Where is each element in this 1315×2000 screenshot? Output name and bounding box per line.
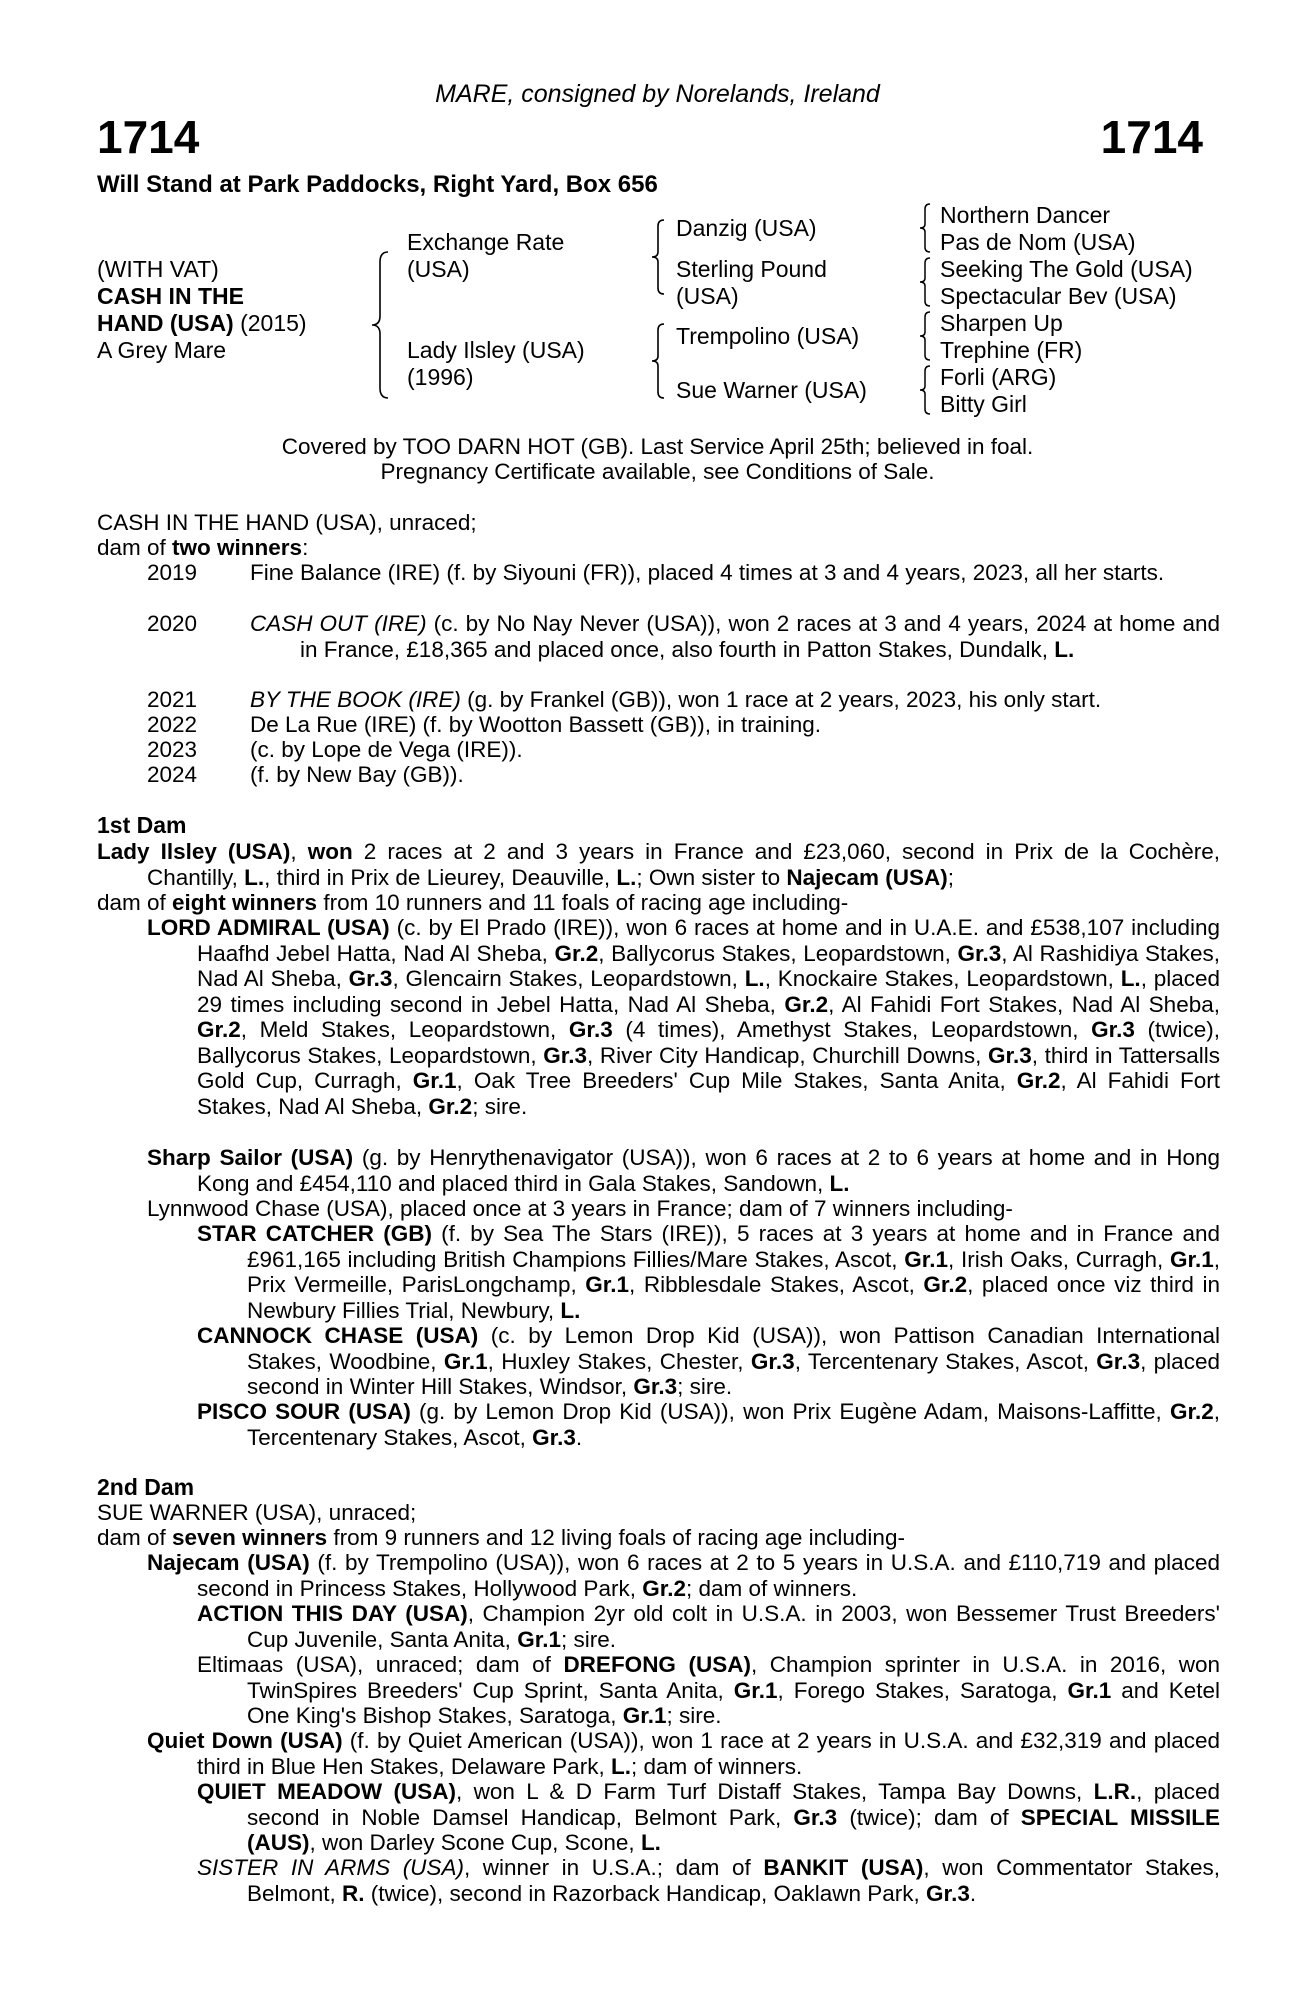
pisco-text: (g. by Lemon Drop Kid (USA)), won Prix Eugène Adam, Maisons-Laffitte, xyxy=(410,1399,1170,1424)
cash-out-text: (c. by No Nay Never (USA)), won 2 races at 3 and 4 years, 2024 at home and in France, £18,365 and placed once, also fourth in Patton Stakes, Dundalk, xyxy=(300,611,1220,662)
grade-mark: Gr.1 xyxy=(1067,1677,1112,1703)
sue-warner-line: SUE WARNER (USA), unraced; xyxy=(97,1500,417,1525)
eltimaas-text: ; sire. xyxy=(666,1703,722,1728)
lord-text: , placed 29 times including second in Jebel Hatta, Nad Al Sheba, xyxy=(197,966,1221,1017)
cannock-text: (c. by Lemon Drop Kid (USA)), won Pattison Canadian International Stakes, Woodbine, xyxy=(247,1323,1220,1374)
winners-count: seven winners xyxy=(172,1525,328,1550)
sire-line2: (USA) xyxy=(407,256,470,282)
dam-dam: Sue Warner (USA) xyxy=(676,377,867,403)
winners-count: two winners xyxy=(172,535,303,560)
cannock-text: , Tercentenary Stakes, Ascot, xyxy=(794,1348,1097,1374)
grade-mark: Gr.3 xyxy=(348,966,393,991)
cannock-chase-entry xyxy=(197,1323,1220,1400)
produce-year-2020: 2020 xyxy=(147,611,198,636)
grade-mark: Gr.3 xyxy=(793,1804,838,1830)
gg-sss: Northern Dancer xyxy=(940,202,1111,228)
cannock-chase-name: CANNOCK CHASE (USA) xyxy=(197,1323,479,1348)
brace-main xyxy=(368,250,392,400)
cannock-text: ; sire. xyxy=(677,1374,733,1399)
lady-text1: 2 races at 2 and 3 years in France and £23,060, second in Prix de la Cochère, Chantilly, xyxy=(147,839,1220,890)
by-the-book-name: BY THE BOOK (IRE) xyxy=(250,687,461,712)
horse-name-line1: CASH IN THE xyxy=(97,283,244,309)
grade-mark: Gr.2 xyxy=(1016,1068,1061,1093)
covered-line1: Covered by TOO DARN HOT (GB). Last Service April 25th; believed in foal. xyxy=(281,434,1034,459)
star-text: (f. by Sea The Stars (IRE)), 5 races at 3 years at home and in France and £961,165 including British Champions Fillies/Mare Stakes, Ascot, xyxy=(247,1221,1220,1272)
horse-year: (2015) xyxy=(240,310,307,336)
meadow-text: , won L & D Farm Turf Distaff Stakes, Tampa Bay Downs, xyxy=(456,1779,1094,1804)
listed-mark: L. xyxy=(640,1830,661,1855)
gg-dds: Forli (ARG) xyxy=(940,364,1057,390)
lord-text: , Al Rashidiya Stakes, Nad Al Sheba, xyxy=(197,940,1221,991)
lot-number-left: 1714 xyxy=(97,111,200,163)
eltimaas-entry xyxy=(197,1652,1220,1729)
sister-text: , winner in U.S.A.; dam of xyxy=(463,1855,764,1880)
grade-mark: Gr.2 xyxy=(784,991,829,1017)
won-word: won xyxy=(307,839,353,864)
brace-dam xyxy=(648,322,668,400)
lady-ilsley-name: Lady Ilsley (USA) xyxy=(97,839,291,864)
quiet-text: ; dam of winners. xyxy=(630,1753,803,1779)
lord-text: (twice), Ballycorus Stakes, Leopardstown, xyxy=(197,1017,1220,1068)
dam-sire: Trempolino (USA) xyxy=(676,323,860,349)
lady-end: ; xyxy=(947,864,954,890)
second-dam-of xyxy=(97,1525,1217,1551)
pisco-sour-name: PISCO SOUR (USA) xyxy=(197,1399,411,1424)
najecam-text: ; dam of winners. xyxy=(685,1575,858,1601)
listed-mark: L. xyxy=(616,864,637,890)
colon: : xyxy=(302,535,309,560)
sire-dam-line1: Sterling Pound xyxy=(676,256,827,282)
star-text: , Prix Vermeille, ParisLongchamp, xyxy=(247,1246,1220,1297)
sharp-sailor-name: Sharp Sailor (USA) xyxy=(147,1145,354,1170)
grade-mark: Gr.3 xyxy=(957,940,1002,966)
meadow-text: , won Darley Scone Cup, Scone, xyxy=(309,1830,641,1855)
quiet-down-name: Quiet Down (USA) xyxy=(147,1728,343,1753)
first-dam-heading: 1st Dam xyxy=(97,812,187,838)
dam-of-text: dam of xyxy=(97,890,173,915)
quiet-down-entry xyxy=(147,1728,1220,1779)
grade-mark: Gr.3 xyxy=(633,1374,678,1399)
produce-intro: CASH IN THE HAND (USA), unraced; xyxy=(97,510,477,535)
drefong-name: DREFONG (USA) xyxy=(563,1652,751,1677)
grade-mark: Gr.3 xyxy=(750,1348,795,1374)
quiet-text: (f. by Quiet American (USA)), won 1 race at 2 years in U.S.A. and £32,319 and placed third in Blue Hen Stakes, Delaware Park, xyxy=(197,1728,1220,1779)
quiet-meadow-entry xyxy=(197,1779,1220,1856)
grade-mark: Gr.2 xyxy=(428,1093,473,1119)
grade-mark: Gr.3 xyxy=(543,1042,588,1068)
star-text: , placed once viz third in Newbury Fillies Trial, Newbury, xyxy=(247,1272,1220,1323)
lord-text: (4 times), Amethyst Stakes, Leopardstown, xyxy=(612,1017,1092,1042)
sire-dam-line2: (USA) xyxy=(676,283,739,309)
horse-name: HAND (USA) xyxy=(97,310,234,336)
dam-line1: Lady Ilsley (USA) xyxy=(407,337,585,363)
grade-mark: Gr.3 xyxy=(1091,1017,1135,1042)
action-text: ; sire. xyxy=(560,1626,616,1652)
second-dam-heading: 2nd Dam xyxy=(97,1474,195,1500)
dam-of-text: dam of xyxy=(97,1525,173,1550)
produce-entry-2021 xyxy=(250,687,1220,713)
winners-count: eight winners xyxy=(172,890,318,915)
runners-text: from 10 runners and 11 foals of racing age including- xyxy=(317,890,849,915)
gg-sds: Seeking The Gold (USA) xyxy=(940,256,1193,282)
brace-ss xyxy=(916,202,934,254)
meadow-text: , placed second in Noble Damsel Handicap, Belmont Park, xyxy=(247,1779,1221,1830)
produce-entry-2022: De La Rue (IRE) (f. by Wootton Bassett (GB)), in training. xyxy=(250,712,822,737)
lord-text: ; sire. xyxy=(472,1093,528,1119)
cash-out-name: CASH OUT (IRE) xyxy=(250,611,427,636)
produce-year-2022: 2022 xyxy=(147,712,198,737)
consigned-line: MARE, consigned by Norelands, Ireland xyxy=(435,80,880,108)
listed-mark: L. xyxy=(1054,636,1075,662)
quiet-meadow-name: QUIET MEADOW (USA) xyxy=(197,1779,456,1804)
listed-restricted-mark: L.R. xyxy=(1093,1779,1137,1804)
action-this-day-entry xyxy=(197,1601,1220,1652)
lord-text: , Meld Stakes, Leopardstown, xyxy=(240,1017,569,1042)
vat-label: (WITH VAT) xyxy=(97,256,219,282)
stand-location: Will Stand at Park Paddocks, Right Yard, Box 656 xyxy=(97,171,658,198)
grade-mark: Gr.3 xyxy=(926,1880,970,1906)
lord-text: , Ballycorus Stakes, Leopardstown, xyxy=(598,940,958,966)
lord-text: , Knockaire Stakes, Leopardstown, xyxy=(764,966,1121,991)
produce-year-2024: 2024 xyxy=(147,762,198,787)
meadow-text: (twice); dam of xyxy=(837,1804,1021,1830)
grade-mark: Gr.3 xyxy=(988,1042,1032,1068)
gg-dsd: Trephine (FR) xyxy=(940,337,1083,363)
eltimaas-text: Eltimaas (USA), unraced; dam of xyxy=(197,1652,564,1677)
grade-mark: Gr.3 xyxy=(568,1017,613,1042)
grade-mark: Gr.1 xyxy=(733,1677,778,1703)
grade-mark: Gr.3 xyxy=(1096,1348,1141,1374)
grade-mark: Gr.1 xyxy=(443,1348,488,1374)
gg-sdd: Spectacular Bev (USA) xyxy=(940,283,1177,309)
najecam-name: Najecam (USA) xyxy=(147,1550,310,1575)
listed-mark: L. xyxy=(1120,966,1141,991)
first-dam-of xyxy=(97,890,1217,916)
lord-text: , Al Fahidi Fort Stakes, Nad Al Sheba, xyxy=(828,991,1220,1017)
special-missile-name: SPECIAL MISSILE (AUS) xyxy=(247,1804,1220,1855)
listed-mark: L. xyxy=(829,1170,850,1196)
produce-dam-of xyxy=(97,535,1217,561)
pisco-sour-entry xyxy=(197,1399,1220,1450)
sire-sire: Danzig (USA) xyxy=(676,215,817,241)
grade-mark: Gr.2 xyxy=(923,1272,968,1297)
grade-mark: Gr.1 xyxy=(622,1703,667,1728)
produce-entry-2019: Fine Balance (IRE) (f. by Siyouni (FR)), placed 4 times at 3 and 4 years, 2023, all her starts. xyxy=(250,560,1165,585)
sire-line1: Exchange Rate xyxy=(407,229,565,255)
grade-mark: Gr.3 xyxy=(532,1424,576,1450)
lord-admiral-entry xyxy=(147,915,1220,1119)
lord-text: , Al Fahidi Fort Stakes, Nad Al Sheba, xyxy=(197,1068,1220,1119)
dam-of-text: dam of xyxy=(97,535,173,560)
first-dam-paragraph: Lady Ilsley (USA), won 2 races at 2 and 3 years in France and £23,060, second in Prix de la Cochère, Chantilly, L., third in Prix de Lieurey, Deauville, L.; Own sister to Najecam (USA); xyxy=(97,839,1220,890)
grade-mark: Gr.2 xyxy=(1169,1399,1214,1424)
lord-text: , third in Tattersalls Gold Cup, Curragh, xyxy=(197,1042,1220,1093)
brace-dd xyxy=(916,364,934,416)
grade-mark: Gr.1 xyxy=(904,1246,949,1272)
produce-entry-2020 xyxy=(250,611,1220,662)
bankit-name: BANKIT (USA) xyxy=(763,1855,924,1880)
produce-entry-2024: (f. by New Bay (GB)). xyxy=(250,762,464,787)
brace-sire xyxy=(648,218,668,296)
lord-admiral-name: LORD ADMIRAL (USA) xyxy=(147,915,390,940)
eltimaas-text: and Ketel One King's Bishop Stakes, Saratoga, xyxy=(247,1677,1221,1728)
action-this-day-name: ACTION THIS DAY (USA) xyxy=(197,1601,468,1626)
gg-ssd: Pas de Nom (USA) xyxy=(940,229,1136,255)
listed-mark: L. xyxy=(610,1753,631,1779)
lot-number-right: 1714 xyxy=(1100,111,1203,163)
gg-dss: Sharpen Up xyxy=(940,310,1063,336)
lady-text2: , third in Prix de Lieurey, Deauville, xyxy=(264,864,617,890)
pisco-text: . xyxy=(575,1424,583,1450)
grade-mark: Gr.2 xyxy=(197,1017,241,1042)
lord-text: (c. by El Prado (IRE)), won 6 races at home and in U.A.E. and £538,107 including Haafhd Jebel Hatta, Nad Al Sheba, xyxy=(197,915,1220,966)
sister-in-arms-name: SISTER IN ARMS (USA) xyxy=(197,1855,464,1880)
lord-text: , Glencairn Stakes, Leopardstown, xyxy=(392,966,745,991)
sharp-sailor-entry xyxy=(147,1145,1220,1196)
produce-year-2021: 2021 xyxy=(147,687,198,712)
grade-mark: Gr.2 xyxy=(554,940,599,966)
by-the-book-text: (g. by Frankel (GB)), won 1 race at 2 years, 2023, his only start. xyxy=(460,687,1102,712)
produce-year-2023: 2023 xyxy=(147,737,198,762)
najecam-name: Najecam (USA) xyxy=(786,864,948,890)
lady-text3: ; Own sister to xyxy=(636,864,787,890)
grade-mark: Gr.1 xyxy=(1169,1246,1214,1272)
sister-in-arms-entry xyxy=(197,1855,1220,1906)
najecam-text: (f. by Trempolino (USA)), won 6 races at 2 to 5 years in U.S.A. and £110,719 and placed second in Princess Stakes, Hollywood Park, xyxy=(197,1550,1220,1601)
star-catcher-name: STAR CATCHER (GB) xyxy=(197,1221,432,1246)
eltimaas-text: , Champion sprinter in U.S.A. in 2016, won TwinSpires Breeders' Cup Sprint, Santa Anita, xyxy=(247,1652,1220,1703)
cannock-text: , placed second in Winter Hill Stakes, Windsor, xyxy=(247,1348,1220,1399)
dam-line2: (1996) xyxy=(407,364,474,390)
star-text: , Ribblesdale Stakes, Ascot, xyxy=(629,1272,924,1297)
lord-text: , Oak Tree Breeders' Cup Mile Stakes, Santa Anita, xyxy=(456,1068,1017,1093)
restricted-mark: R. xyxy=(342,1880,365,1906)
eltimaas-text: , Forego Stakes, Saratoga, xyxy=(777,1677,1068,1703)
runners-text: from 9 runners and 12 living foals of racing age including- xyxy=(327,1525,905,1550)
sharp-text: (g. by Henrythenavigator (USA)), won 6 races at 2 to 6 years at home and in Hong Kong and £454,110 and placed third in Gala Stakes, Sandown, xyxy=(197,1145,1220,1196)
grade-mark: Gr.1 xyxy=(517,1626,561,1652)
listed-mark: L. xyxy=(744,966,765,991)
sister-text: . xyxy=(969,1880,977,1906)
covered-line2: Pregnancy Certificate available, see Conditions of Sale. xyxy=(380,459,935,484)
cannock-text: , Huxley Stakes, Chester, xyxy=(487,1348,751,1374)
star-text: , Irish Oaks, Curragh, xyxy=(948,1246,1170,1272)
grade-mark: Gr.1 xyxy=(585,1272,630,1297)
horse-description: A Grey Mare xyxy=(97,337,227,363)
listed-mark: L. xyxy=(560,1297,581,1323)
brace-ds xyxy=(916,310,934,362)
action-text: , Champion 2yr old colt in U.S.A. in 2003, won Bessemer Trust Breeders' Cup Juvenile, Santa Anita, xyxy=(247,1601,1220,1652)
brace-sd xyxy=(916,256,934,308)
lord-text: , River City Handicap, Churchill Downs, xyxy=(587,1042,988,1068)
produce-entry-2023: (c. by Lope de Vega (IRE)). xyxy=(250,737,523,762)
lynnwood-entry: Lynnwood Chase (USA), placed once at 3 years in France; dam of 7 winners including- xyxy=(147,1196,1013,1221)
produce-year-2019: 2019 xyxy=(147,560,198,585)
sister-text: , won Commentator Stakes, Belmont, xyxy=(247,1855,1221,1906)
gg-ddd: Bitty Girl xyxy=(940,391,1027,417)
horse-name-line2 xyxy=(97,310,307,337)
sister-text: (twice), second in Razorback Handicap, Oaklawn Park, xyxy=(364,1880,927,1906)
star-catcher-entry xyxy=(197,1221,1220,1323)
grade-mark: Gr.1 xyxy=(412,1068,457,1093)
pisco-text: , Tercentenary Stakes, Ascot, xyxy=(247,1399,1220,1450)
listed-mark: L. xyxy=(244,864,265,890)
grade-mark: Gr.2 xyxy=(642,1575,686,1601)
najecam-entry xyxy=(147,1550,1220,1601)
